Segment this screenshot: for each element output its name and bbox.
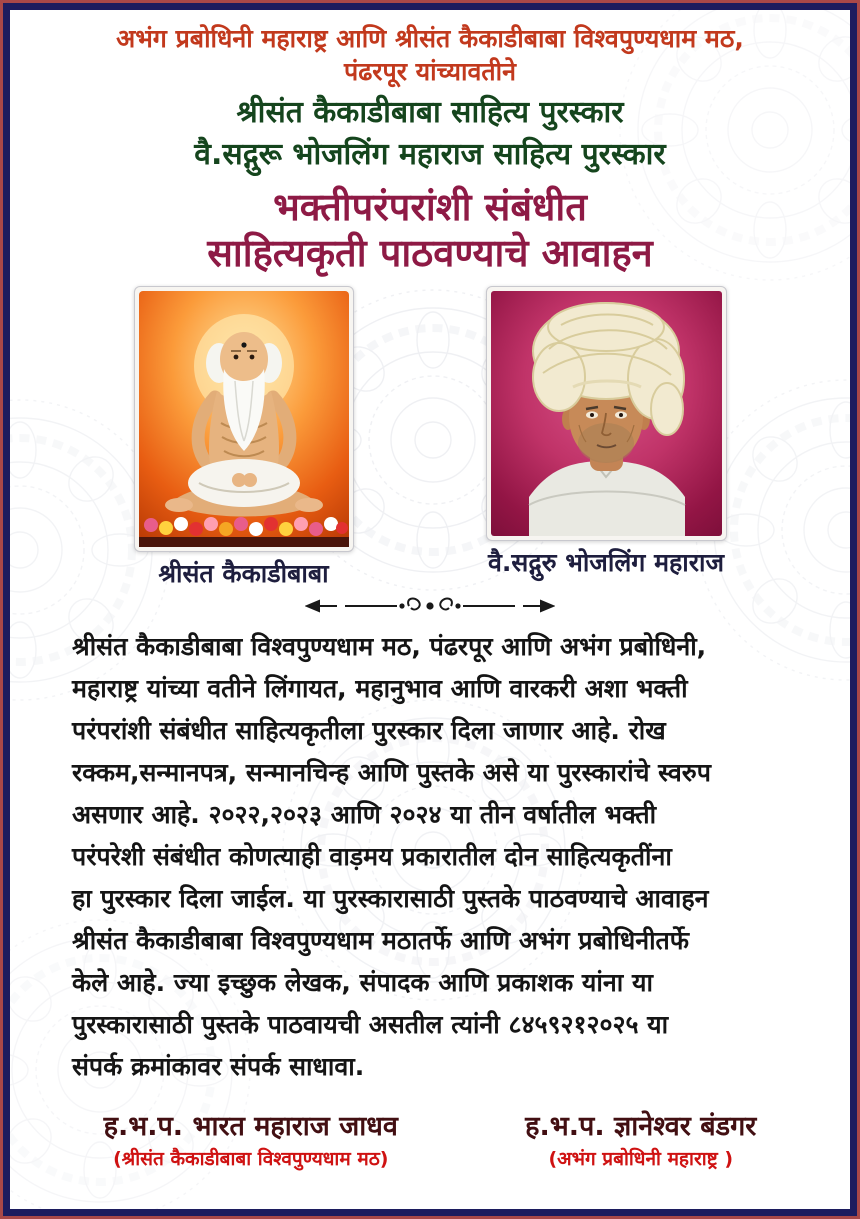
signatory-organisation: (अभंग प्रबोधिनी महाराष्ट्र ) bbox=[548, 1148, 734, 1170]
award-name-2: वै.सद्गुरू भोजलिंग महाराज साहित्य पुरस्कार bbox=[194, 137, 666, 172]
body-line: परंपरांशी संबंधीत साहित्यकृतीला पुरस्कार दिला जाणार आहे. रोख bbox=[72, 716, 666, 745]
body-line: परंपरेशी संबंधीत कोणत्याही वाड़मय प्रकारातील दोन साहित्यकृतींना bbox=[72, 842, 672, 871]
figure-kaikadibaba bbox=[134, 286, 354, 590]
kaikadibaba-photo-frame bbox=[134, 286, 354, 552]
signatory-bharat-maharaj-jadhav bbox=[104, 1110, 398, 1172]
portraits-row bbox=[10, 286, 850, 590]
poster-inner-frame bbox=[3, 3, 857, 1216]
body-line: हा पुरस्कार दिला जाईल. या पुरस्कारासाठी पुस्तके पाठवण्याचे आवाहन bbox=[72, 884, 709, 913]
bhojling-photo-frame bbox=[486, 286, 727, 541]
signatory-name: ह.भ.प. ज्ञानेश्वर बंडगर bbox=[525, 1111, 757, 1142]
poster-title bbox=[10, 184, 850, 276]
divider-ornament-icon bbox=[10, 594, 850, 618]
announcement-body bbox=[10, 626, 850, 1088]
body-line: असणार आहे. २०२२,२०२३ आणि २०२४ या तीन वर्षातील भक्ती bbox=[72, 800, 657, 829]
signatory-dnyaneshwar-bandgar bbox=[525, 1110, 756, 1172]
body-line: पुरस्कारासाठी पुस्तके पाठवायची असतील त्यांनी ८४५९२१२०२५ या bbox=[72, 1010, 669, 1039]
caption-kaikadibaba: श्रीसंत कैकाडीबाबा bbox=[158, 559, 329, 588]
body-line: महाराष्ट्र यांच्या वतीने लिंगायत, महानुभाव आणि वारकरी अशा भक्ती bbox=[72, 674, 688, 703]
signatory-name: ह.भ.प. भारत महाराज जाधव bbox=[103, 1111, 398, 1142]
body-line: रक्कम,सन्मानपत्र, सन्मानचिन्ह आणि पुस्तके असे या पुरस्कारांचे स्वरुप bbox=[72, 758, 711, 787]
body-line: श्रीसंत कैकाडीबाबा विश्वपुण्यधाम मठ, पंढरपूर आणि अभंग प्रबोधिनी, bbox=[72, 632, 707, 661]
signatory-organisation: (श्रीसंत कैकाडीबाबा विश्वपुण्यधाम मठ) bbox=[113, 1148, 389, 1170]
bhojling-portrait-image bbox=[491, 291, 722, 536]
award-name-1: श्रीसंत कैकाडीबाबा साहित्य पुरस्कार bbox=[236, 95, 624, 130]
signatories-row bbox=[10, 1110, 850, 1172]
body-line: संपर्क क्रमांकावर संपर्क साधावा. bbox=[72, 1052, 365, 1081]
poster-title-line2: साहित्यकृती पाठवण्याचे आवाहन bbox=[207, 231, 653, 275]
figure-bhojling-maharaj bbox=[486, 286, 727, 579]
kaikadibaba-portrait-image bbox=[139, 291, 349, 547]
body-line: केले आहे. ज्या इच्छुक लेखक, संपादक आणि प्रकाशक यांना या bbox=[72, 968, 653, 997]
caption-bhojling-maharaj: वै.सद्गुरु भोजलिंग महाराज bbox=[487, 548, 725, 577]
organiser-header-line2: पंढरपूर यांच्यावतीने bbox=[344, 57, 516, 86]
poster-title-line1: भक्तीपरंपरांशी संबंधीत bbox=[273, 185, 587, 229]
body-line: श्रीसंत कैकाडीबाबा विश्वपुण्यधाम मठातर्फे आणि अभंग प्रबोधिनीतर्फे bbox=[72, 926, 690, 955]
award-names bbox=[10, 92, 850, 176]
organiser-header-line1: अभंग प्रबोधिनी महाराष्ट्र आणि श्रीसंत कैकाडीबाबा विश्वपुण्यधाम मठ, bbox=[116, 24, 744, 53]
